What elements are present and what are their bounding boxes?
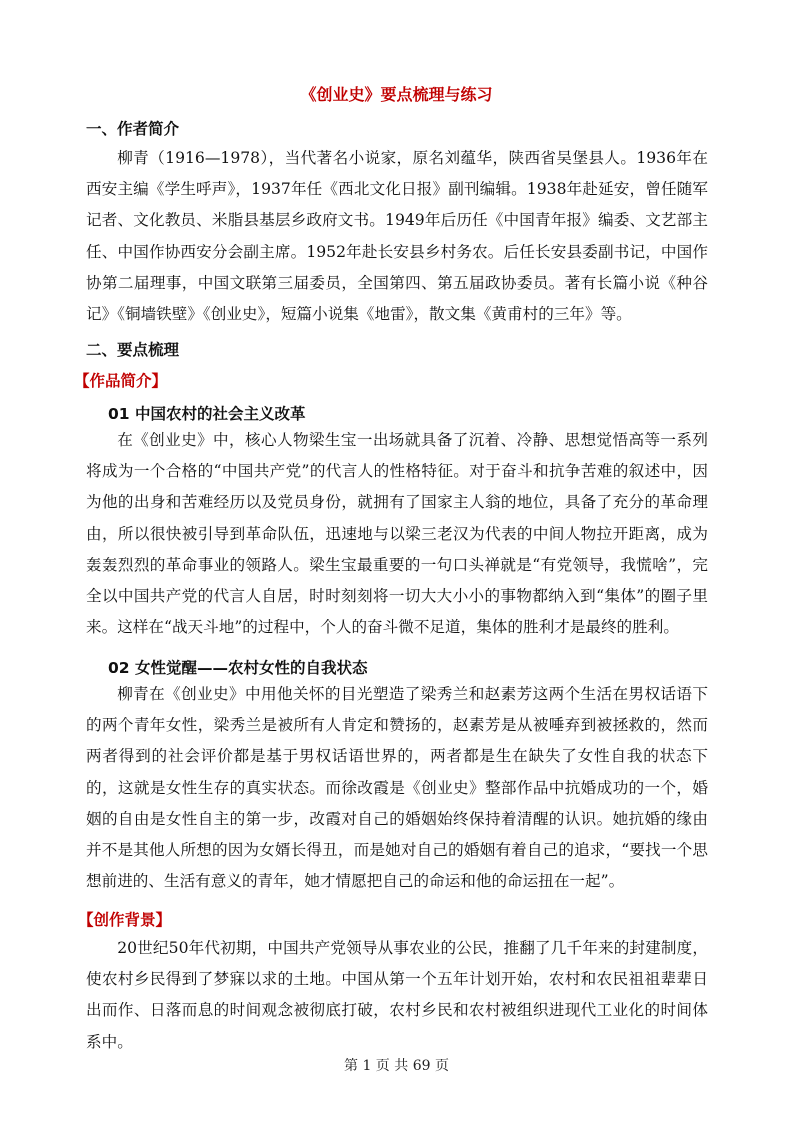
section-heading-key-points: 二、要点梳理 xyxy=(86,341,180,359)
female-awakening-paragraph: 柳青在《创业史》中用他关怀的目光塑造了梁秀兰和赵素芳这两个生活在男权话语下的两个青年女性，梁秀兰是被所有人肯定和赞扬的，赵素芳是从被唾弃到被拯救的，然而两者得到的社会评价都是基于男权话语世界的，两者都是生在缺失了女性自我的状态下的，这就是女性生存的真实状态。而徐改霞是《创业史》整部作品中抗婚成功的一个，婚姻的自由是女性自主的第一步，改霞对自己的婚姻始终保持着清醒的认识。她抗婚的缘由并不是其他人所想的因为女婿长得丑，而是她对自己的婚姻有着自己的追求，“要找一个思想前进的、生活有意义的青年，她才情愿把自己的命运和他的命运扭在一起”。 xyxy=(86,685,708,891)
subheading-socialist-reform: 01 中国农村的社会主义改革 xyxy=(108,405,306,423)
page-footer: 第 1 页 共 69 页 xyxy=(344,1058,449,1074)
document-title: 《创业史》要点梳理与练习 xyxy=(300,85,493,104)
socialist-reform-paragraph: 在《创业史》中，核心人物梁生宝一出场就具备了沉着、冷静、思想觉悟高等一系列将成为一个合格的“中国共产党”的代言人的性格特征。对于奋斗和抗争苦难的叙述中，因为他的出身和苦难经历以及党员身份，就拥有了国家主人翁的地位，具备了充分的革命理由，所以很快被引导到革命队伍，迅速地与以梁三老汉为代表的中间人物拉开距离，成为轰轰烈烈的革命事业的领路人。梁生宝最重要的一句口头禅就是“有党领导，我慌啥”，完全以中国共产党的代言人自居，时时刻刻将一切大大小小的事物都纳入到“集体”的圈子里来。这样在“战天斗地”的过程中，个人的奋斗微不足道，集体的胜利才是最终的胜利。 xyxy=(86,431,708,637)
section-heading-author: 一、作者简介 xyxy=(86,120,180,138)
background-paragraph: 20世纪50年代初期，中国共产党领导从事农业的公民，推翻了几千年来的封建制度，使农村乡民得到了梦寐以求的土地。中国从第一个五年计划开始，农村和农民祖祖辈辈日出而作、日落而息的时间观念被彻底打破，农村乡民和农村被组织进现代工业化的时间体系中。 xyxy=(86,939,708,1051)
author-paragraph: 柳青（1916—1978），当代著名小说家，原名刘蕴华，陕西省吴堡县人。1936年在西安主编《学生呼声》，1937年任《西北文化日报》副刊编辑。1938年赴延安，曾任随军记者、文化教员、米脂县基层乡政府文书。1949年后历任《中国青年报》编委、文艺部主任、中国作协西安分会副主席。1952年赴长安县乡村务农。后任长安县委副书记，中国作协第二届理事，中国文联第三届委员，全国第四、第五届政协委员。著有长篇小说《种谷记》《铜墙铁壁》《创业史》，短篇小说集《地雷》，散文集《黄甫村的三年》等。 xyxy=(86,149,708,324)
tag-creation-background: 【创作背景】 xyxy=(78,911,172,929)
tag-work-intro: 【作品简介】 xyxy=(74,372,168,390)
subheading-female-awakening: 02 女性觉醒——农村女性的自我状态 xyxy=(108,659,368,677)
